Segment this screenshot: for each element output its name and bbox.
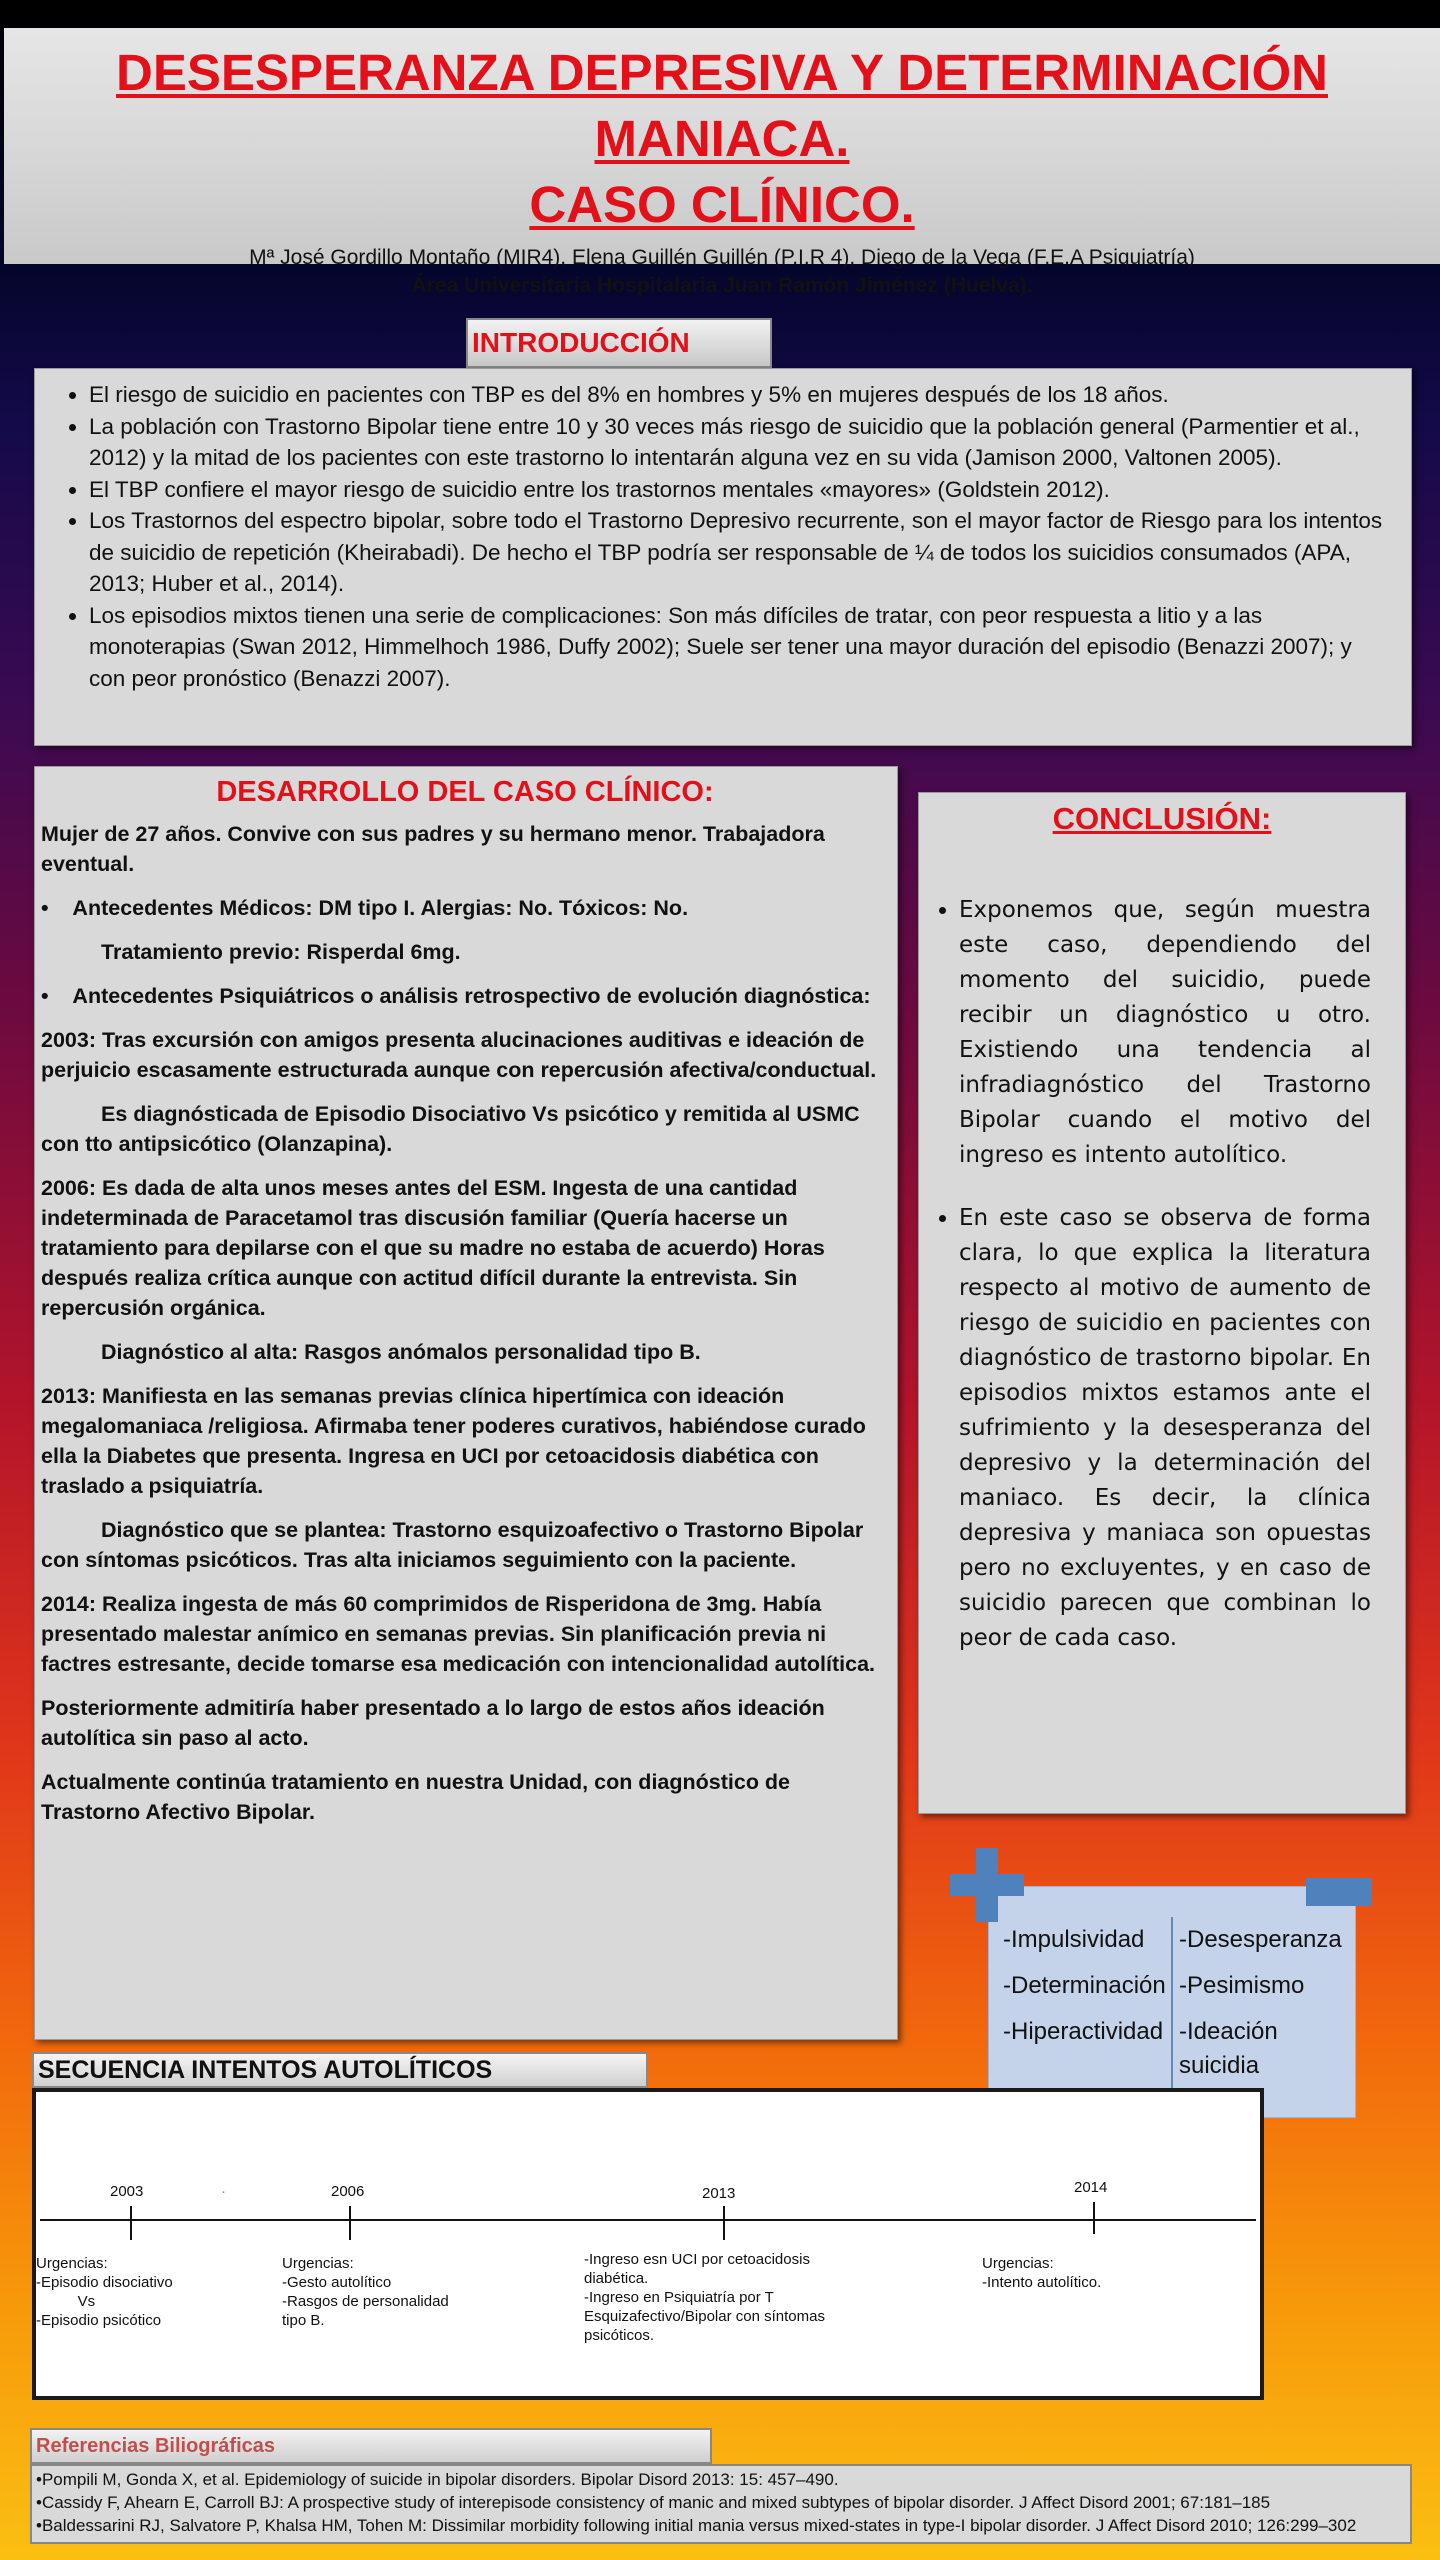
timeline-svg [36, 2092, 1260, 2396]
intro-panel [34, 368, 1412, 746]
case-bullet: • Antecedentes Psiquiátricos o análisis retrospectivo de evolución diagnóstica: [41, 984, 871, 1008]
case-paragraph: Posteriormente admitiría haber presentado a lo largo de estos años ideación autolítica sin paso al acto. [41, 1696, 825, 1750]
plus-item: -Hiperactividad [1003, 2018, 1164, 2045]
case-paragraph: Mujer de 27 años. Convive con sus padres y su hermano menor. Trabajadora eventual. [41, 822, 825, 876]
minus-item: -Desesperanza [1179, 1926, 1342, 1953]
references-label: Referencias Biliográficas [30, 2428, 712, 2464]
conclusion-item: • En este caso se observa de forma clara, lo que explica la literatura respecto al motivo de aumento de riesgo de suicidio en pacientes con diagnóstico de trastorno bipolar. En episodios mixtos estamos ante el sufrimiento y la desesperanza del depresivo y la determinación del maniaco. Es decir, la clínica depresiva y maniaca son opuestas pero no excluyentes, y en caso de suicidio parecen que combinan lo peor de cada caso. [959, 1201, 1371, 1656]
conclusion-list [919, 893, 1371, 1656]
intro-item: • El riesgo de suicidio en pacientes con TBP es del 8% en hombres y 5% en mujeres después de los 18 años. [89, 379, 1391, 411]
minus-icon [1306, 1878, 1372, 1906]
case-bullet-text: Antecedentes Psiquiátricos o análisis retrospectivo de evolución diagnóstica: [72, 984, 871, 1008]
case-panel [34, 766, 898, 2040]
conclusion-item: • Exponemos que, según muestra este caso, dependiendo del momento del suicidio, puede recibir un diagnóstico u otro. Existiendo una tendencia al infradiagnóstico del Trastorno Bipolar cuando el motivo del ingreso es intento autolítico. [959, 893, 1371, 1173]
intro-item: • Los Trastornos del espectro bipolar, sobre todo el Trastorno Depresivo recurrente, son el mayor factor de Riesgo para los intentos de suicidio de repetición (Kheirabadi). De hecho el TBP podría ser responsable de ¼ de todos los suicidios consumados (APA, 2013; Huber et al., 2014). [89, 505, 1391, 600]
case-paragraph: 2014: Realiza ingesta de más 60 comprimidos de Risperidona de 3mg. Había presentado malestar anímico en semanas previas. Sin planificación previa ni factres estresante, decide tomarse esa medicación con intencionalidad autolítica. [41, 1592, 876, 1676]
plus-item: -Determinación [1003, 1972, 1166, 1999]
plus-icon [950, 1848, 1024, 1922]
timeline-panel [32, 2088, 1264, 2400]
minus-item: -Ideación suicidia [1179, 2018, 1278, 2079]
timeline-label: SECUENCIA INTENTOS AUTOLÍTICOS [32, 2052, 648, 2088]
title-line-1: DESESPERANZA DEPRESIVA Y DETERMINACIÓN MANIACA. [116, 44, 1328, 167]
case-paragraph: 2013: Manifiesta en las semanas previas clínica hipertímica con ideación megalomaniaca /religiosa. Afirmaba tener poderes curativos, habiéndose curado ella la Diabetes que presenta. Ingresa en UCI por cetoacidosis diabética con traslado a psiquiatría. [41, 1384, 866, 1498]
poster-header [4, 28, 1440, 297]
case-paragraph: 2003: Tras excursión con amigos presenta alucinaciones auditivas e ideación de perjuicio escasamente estructurada aunque con repercusión afectiva/conductual. [41, 1028, 877, 1082]
case-paragraph: Actualmente continúa tratamiento en nuestra Unidad, con diagnóstico de Trastorno Afectivo Bipolar. [41, 1770, 791, 1824]
references-panel [30, 2464, 1412, 2544]
reference-item: •Pompili M, Gonda X, et al. Epidemiology of suicide in bipolar disorders. Bipolar Disord 2013: 15: 457–490. [36, 2470, 839, 2489]
intro-list [35, 379, 1391, 694]
case-paragraph: Es diagnósticada de Episodio Disociativo Vs psicótico y remitida al USMC con tto antipsicótico (Olanzapina). [41, 1102, 860, 1156]
case-paragraph: Tratamiento previo: Risperdal 6mg. [101, 940, 461, 964]
minus-list [1179, 1917, 1355, 2083]
timeline-note: -Ingreso esn UCI por cetoacidosis diabética. -Ingreso en Psiquiatría por T Esquizafectivo/Bipolar con síntomas psicóticos. [584, 2251, 825, 2344]
reference-item: •Baldessarini RJ, Salvatore P, Khalsa HM, Tohen M: Dissimilar morbidity following initial mania versus mixed-states in type-I bipolar disorder. J Affect Disord 2010; 126:299–302 [36, 2516, 1357, 2535]
case-bullet-text: Antecedentes Médicos: DM tipo I. Alergias: No. Tóxicos: No. [72, 896, 689, 920]
case-paragraph: Diagnóstico al alta: Rasgos anómalos personalidad tipo B. [101, 1340, 701, 1364]
authors: Mª José Gordillo Montaño (MIR4), Elena Guillén Guillén (P.I.R 4), Diego de la Vega (F.E.A Psiquiatría) [249, 246, 1195, 269]
timeline-year: 2006 [331, 2183, 365, 2200]
case-bullet: • Antecedentes Médicos: DM tipo I. Alergias: No. Tóxicos: No. [41, 896, 689, 920]
timeline-year: 2003 [110, 2183, 144, 2200]
case-paragraph: 2006: Es dada de alta unos meses antes del ESM. Ingesta de una cantidad indeterminada de Paracetamol tras discusión familiar (Quería hacerse un tratamiento para depilarse con el que su madre no estaba de acuerdo) Horas después realiza crítica aunque con actitud difícil durante la entrevista. Sin repercusión orgánica. [41, 1176, 825, 1320]
minus-item: -Pesimismo [1179, 1972, 1305, 1999]
intro-label: INTRODUCCIÓN [466, 318, 772, 368]
intro-item: • La población con Trastorno Bipolar tiene entre 10 y 30 veces más riesgo de suicidio que la población general (Parmentier et al., 2012) y la mitad de los pacientes con este trastorno lo intentarán alguna vez en su vida (Jamison 2000, Valtonen 2005). [89, 411, 1391, 474]
affiliation: Área Universitaria Hospitalaria Juan Ramón Jiménez (Huelva). [411, 274, 1033, 297]
case-title: DESARROLLO DEL CASO CLÍNICO: [216, 776, 714, 808]
plus-minus-box [988, 1886, 1356, 2118]
column-divider [1171, 1917, 1173, 2103]
timeline-note: Urgencias: -Gesto autolítico -Rasgos de personalidad tipo B. [282, 2255, 449, 2329]
plus-list [1003, 1917, 1177, 2055]
timeline-dot: · [221, 2183, 226, 2200]
case-paragraph: Diagnóstico que se plantea: Trastorno esquizoafectivo o Trastorno Bipolar con síntomas psicóticos. Tras alta iniciamos seguimiento con la paciente. [41, 1518, 864, 1572]
reference-item: •Cassidy F, Ahearn E, Carroll BJ: A prospective study of interepisode consistency of manic and mixed subtypes of bipolar disorder. J Affect Disord 2001; 67:181–185 [36, 2493, 1271, 2512]
conclusion-title: CONCLUSIÓN: [1052, 801, 1272, 836]
plus-item: -Impulsividad [1003, 1926, 1145, 1953]
poster-title [4, 40, 1440, 238]
intro-item: • El TBP confiere el mayor riesgo de suicidio entre los trastornos mentales «mayores» (Goldstein 2012). [89, 474, 1391, 506]
intro-item: • Los episodios mixtos tienen una serie de complicaciones: Son más difíciles de tratar, con peor respuesta a litio y a las monoterapias (Swan 2012, Himmelhoch 1986, Duffy 2002); Suele ser tener una mayor duración del episodio (Benazzi 2007); y con peor pronóstico (Benazzi 2007). [89, 600, 1391, 695]
timeline-year: 2013 [702, 2185, 736, 2202]
timeline-note: Urgencias: -Episodio disociativo Vs -Episodio psicótico [36, 2255, 173, 2329]
timeline-note: Urgencias: -Intento autolítico. [982, 2255, 1102, 2291]
conclusion-panel [918, 792, 1406, 1814]
timeline-year: 2014 [1074, 2179, 1108, 2196]
title-line-2: CASO CLÍNICO. [529, 176, 915, 233]
